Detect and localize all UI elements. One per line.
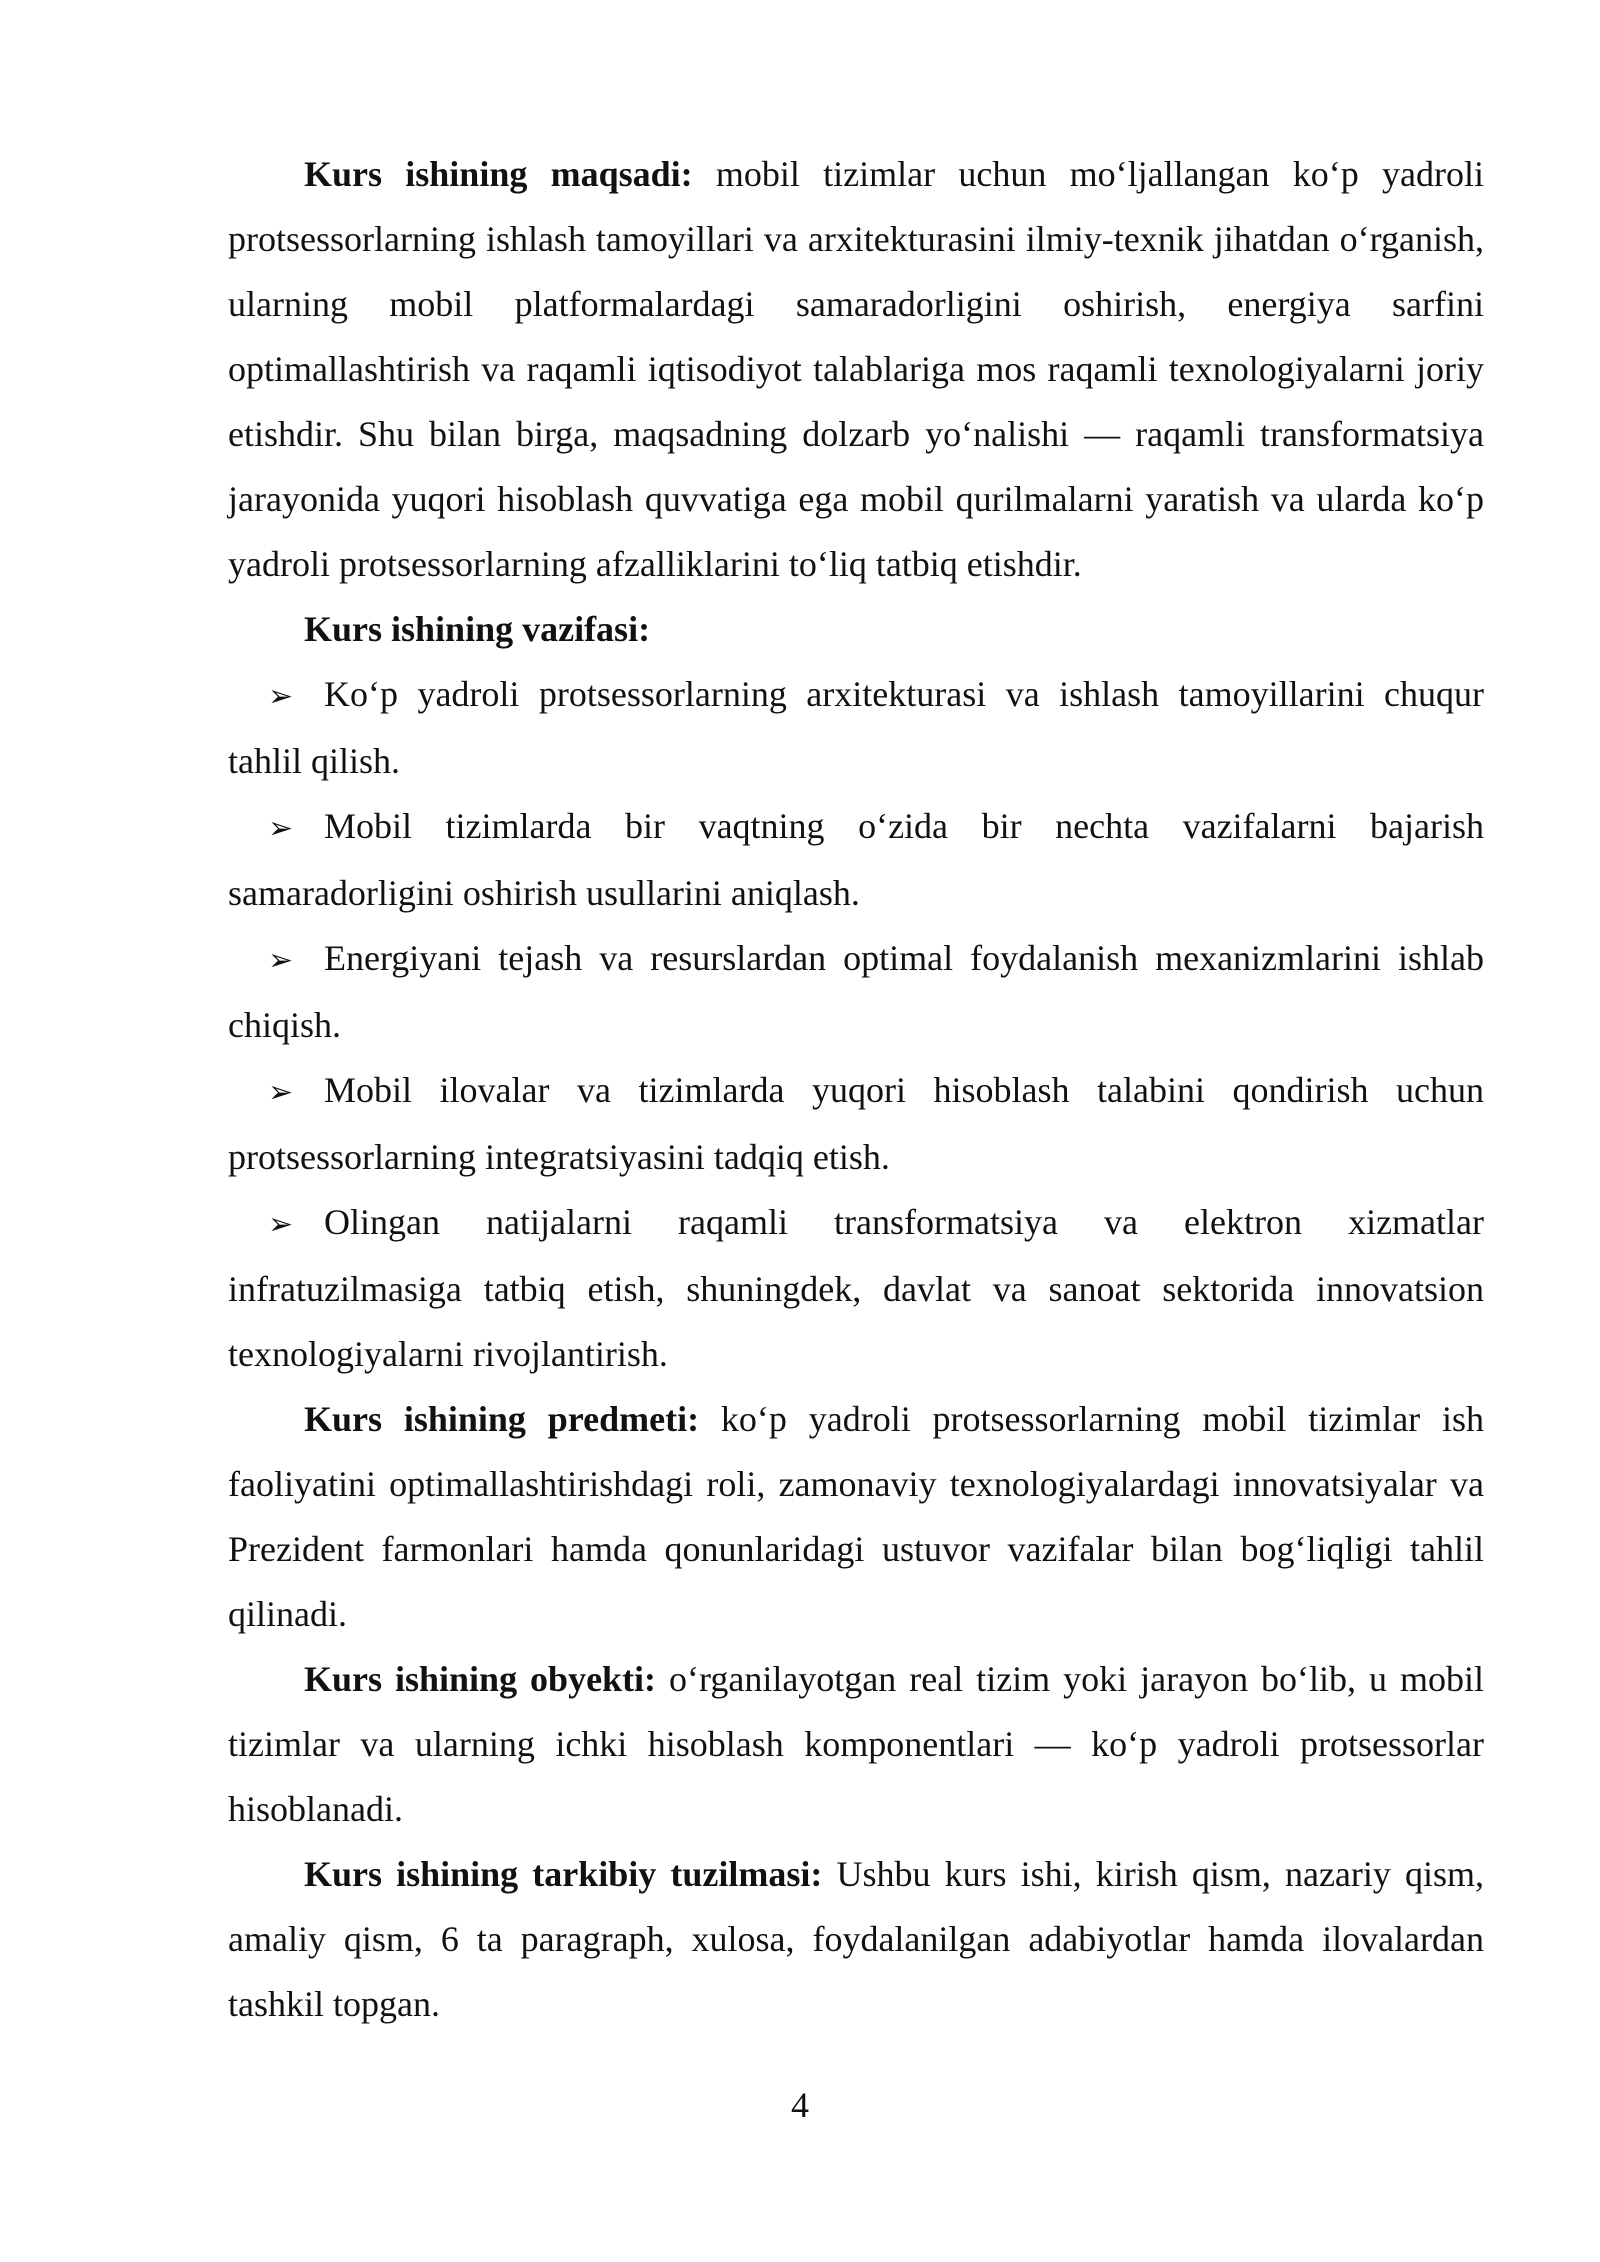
maqsadi-label: Kurs ishining maqsadi:	[304, 154, 693, 194]
document-page	[228, 142, 1484, 2037]
maqsadi-paragraph	[228, 142, 1484, 597]
arrowhead-bullet-icon: ➢	[268, 679, 294, 714]
predmeti-text: ko‘p yadroli protsessorlarning mobil tizimlar ish faoliyatini optimallashtirishdagi roli, zamonaviy texnologiyalardagi innovatsiyalar va Prezident farmonlari hamda qonunlaridagi ustuvor vazifalar bilan bog‘liqligi tahlil qilinadi.	[228, 1399, 1485, 1634]
vazifasi-item	[228, 794, 1484, 926]
vazifasi-item-text: Mobil ilovalar va tizimlarda yuqori hisoblash talabini qondirish uchun protsessorlarning integratsiyasini tadqiq etish.	[228, 1070, 1484, 1177]
vazifasi-item-text: Olingan natijalarni raqamli transformatsiya va elektron xizmatlar infratuzilmasiga tatbiq etish, shuningdek, davlat va sanoat sektorida innovatsion texnologiyalarni rivojlantirish.	[228, 1202, 1484, 1374]
arrowhead-bullet-icon: ➢	[268, 1075, 294, 1110]
maqsadi-text: mobil tizimlar uchun mo‘ljallangan ko‘p yadroli protsessorlarning ishlash tamoyillari va arxitekturasini ilmiy-texnik jihatdan o‘rganish, ularning mobil platformalardagi samaradorligini oshirish, energiya sarfini optimallashtirish va raqamli iqtisodiyot talablariga mos raqamli texnologiyalarni joriy etishdir. Shu bilan birga, maqsadning dolzarb yo‘nalishi — raqamli transformatsiya jarayonida yuqori hisoblash quvvatiga ega mobil qurilmalarni yaratish va ularda ko‘p yadroli protsessorlarning afzalliklarini to‘liq tatbiq etishdir.	[228, 154, 1484, 584]
obyekti-label: Kurs ishining obyekti:	[304, 1659, 657, 1699]
vazifasi-item-text: Energiyani tejash va resurslardan optimal foydalanish mexanizmlarini ishlab chiqish.	[228, 938, 1484, 1045]
predmeti-paragraph	[228, 1387, 1484, 1647]
obyekti-paragraph	[228, 1647, 1484, 1842]
arrowhead-bullet-icon: ➢	[268, 943, 294, 978]
arrowhead-bullet-icon: ➢	[268, 1207, 294, 1242]
vazifasi-item	[228, 926, 1484, 1058]
arrowhead-bullet-icon: ➢	[268, 811, 294, 846]
vazifasi-item	[228, 1190, 1484, 1387]
vazifasi-item	[228, 1058, 1484, 1190]
vazifasi-item-text: Mobil tizimlarda bir vaqtning o‘zida bir nechta vazifalarni bajarish samaradorligini oshirish usullarini aniqlash.	[228, 806, 1484, 913]
obyekti-text: o‘rganilayotgan real tizim yoki jarayon bo‘lib, u mobil tizimlar va ularning ichki hisoblash komponentlari — ko‘p yadroli protsessorlar hisoblanadi.	[228, 1659, 1484, 1829]
page-number: 4	[791, 2085, 809, 2125]
tuzilmasi-paragraph	[228, 1842, 1484, 2037]
vazifasi-item	[228, 662, 1484, 794]
tuzilmasi-text: Ushbu kurs ishi, kirish qism, nazariy qism, amaliy qism, 6 ta paragraph, xulosa, foydalanilgan adabiyotlar hamda ilovalardan tashkil topgan.	[228, 1854, 1484, 2024]
vazifasi-heading: Kurs ishining vazifasi:	[304, 609, 651, 649]
tuzilmasi-label: Kurs ishining tarkibiy tuzilmasi:	[304, 1854, 823, 1894]
vazifasi-item-text: Ko‘p yadroli protsessorlarning arxitekturasi va ishlash tamoyillarini chuqur tahlil qilish.	[228, 674, 1484, 781]
predmeti-label: Kurs ishining predmeti:	[304, 1399, 700, 1439]
